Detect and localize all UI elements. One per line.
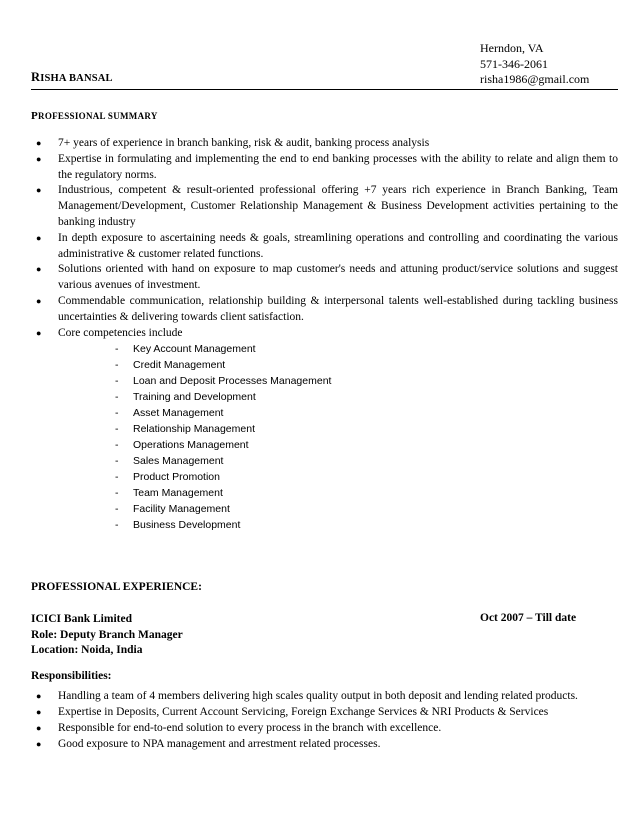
responsibility-text: Handling a team of 4 members delivering high scales quality output in both deposit and lending related products. — [58, 690, 578, 702]
bullet-icon: ● — [36, 739, 42, 749]
dash-icon: - — [115, 439, 119, 452]
bullet-icon: ● — [36, 138, 42, 148]
competency-item — [85, 389, 618, 405]
competency-text: Facility Management — [133, 503, 230, 516]
bullet-icon: ● — [36, 264, 42, 275]
responsibility-text: Expertise in Deposits, Current Account Servicing, Foreign Exchange Services & NRI Products & Services — [58, 706, 549, 718]
bullet-icon: ● — [36, 295, 42, 306]
bullet-icon: ● — [36, 723, 42, 733]
bullet-icon: ● — [36, 185, 42, 196]
responsibility-item — [31, 688, 618, 704]
dash-icon: - — [115, 391, 119, 404]
competency-item — [85, 453, 618, 469]
dash-icon: - — [115, 407, 119, 420]
responsibility-item — [31, 736, 618, 752]
competency-item — [85, 421, 618, 437]
dash-icon: - — [115, 343, 119, 356]
summary-heading-initial: P — [31, 110, 39, 122]
competency-item — [85, 373, 618, 389]
summary-item-text: Solutions oriented with hand on exposure to map customer's needs and attuning product/service solutions and suggest various avenues of investment. — [58, 263, 618, 292]
bullet-icon: ● — [36, 707, 42, 717]
dash-icon: - — [115, 519, 119, 532]
competency-text: Product Promotion — [133, 471, 220, 484]
summary-item-text: 7+ years of experience in branch banking, risk & audit, banking process analysis — [58, 137, 430, 149]
competency-text: Training and Development — [133, 391, 256, 404]
responsibilities-heading: Responsibilities: — [31, 670, 112, 682]
competency-text: Team Management — [133, 487, 223, 500]
summary-item-text: In depth exposure to ascertaining needs & goals, streamlining operations and controlling and coordinating the various administrative & customer related functions. — [58, 231, 618, 260]
competency-item — [85, 485, 618, 501]
competency-item — [85, 437, 618, 453]
summary-heading-rest: ROFESSIONAL SUMMARY — [38, 111, 158, 121]
dash-icon: - — [115, 503, 119, 516]
contact-city: Herndon, VA — [480, 41, 544, 55]
summary-item-text: Commendable communication, relationship building & interpersonal talents well-established during tackling business uncertainties & delivering towards client satisfaction. — [58, 294, 618, 323]
competency-item — [85, 357, 618, 373]
competency-text: Sales Management — [133, 455, 224, 468]
job-block — [31, 612, 183, 659]
summary-item — [31, 326, 618, 534]
competency-text: Business Development — [133, 519, 241, 532]
competency-item — [85, 501, 618, 517]
competency-text: Credit Management — [133, 359, 226, 372]
bullet-icon: ● — [36, 691, 42, 701]
company-name: ICICI Bank Limited — [31, 613, 132, 625]
bullet-icon: ● — [36, 327, 42, 338]
candidate-name — [31, 70, 113, 85]
summary-item — [31, 183, 618, 230]
responsibility-item — [31, 704, 618, 720]
responsibility-text: Responsible for end-to-end solution to every process in the branch with excellence. — [58, 722, 442, 734]
name-first-rest: ISHA — [40, 73, 69, 84]
summary-item-text: Industrious, competent & result-oriented professional offering +7 years rich experience in Branch Banking, Team Management/Development, Customer Relationship Management & Business Development activities pertaining to the banking industry — [58, 184, 618, 228]
responsibilities-list — [31, 688, 618, 752]
bullet-icon: ● — [36, 232, 42, 243]
experience-heading: PROFESSIONAL EXPERIENCE: — [31, 581, 202, 593]
dash-icon: - — [115, 359, 119, 372]
name-initial: R — [31, 70, 41, 84]
competency-text: Key Account Management — [133, 343, 256, 356]
competency-item — [85, 405, 618, 421]
competency-text: Asset Management — [133, 407, 224, 420]
summary-item-text: Expertise in formulating and implementing the end to end banking processes with the ability to relate and align them to the regulatory norms. — [58, 152, 618, 181]
summary-item — [31, 231, 618, 263]
job-location: Location: Noida, India — [31, 644, 143, 656]
dash-icon: - — [115, 375, 119, 388]
job-dates: Oct 2007 – Till date — [480, 612, 577, 624]
job-role: Role: Deputy Branch Manager — [31, 628, 183, 641]
summary-item — [31, 136, 618, 152]
dash-icon: - — [115, 471, 119, 484]
competency-item — [85, 517, 618, 533]
summary-heading — [31, 110, 158, 122]
responsibility-text: Good exposure to NPA management and arrestment related processes. — [58, 738, 381, 750]
summary-item — [31, 294, 618, 326]
summary-item — [31, 262, 618, 294]
responsibility-item — [31, 720, 618, 736]
competency-list — [58, 341, 618, 533]
summary-list — [31, 136, 618, 533]
contact-block — [480, 41, 589, 88]
contact-email: risha1986@gmail.com — [480, 72, 590, 86]
contact-phone: 571-346-2061 — [480, 56, 548, 71]
header-divider — [31, 89, 618, 90]
summary-item-text: Core competencies include — [58, 326, 183, 339]
bullet-icon: ● — [36, 153, 42, 164]
competency-text: Operations Management — [133, 439, 249, 452]
dash-icon: - — [115, 487, 119, 500]
competency-item — [85, 469, 618, 485]
competency-text: Relationship Management — [133, 423, 255, 436]
dash-icon: - — [115, 423, 119, 436]
competency-item — [85, 341, 618, 357]
name-last: BANSAL — [68, 73, 113, 84]
summary-item — [31, 152, 618, 184]
competency-text: Loan and Deposit Processes Management — [133, 375, 332, 388]
dash-icon: - — [115, 455, 119, 468]
